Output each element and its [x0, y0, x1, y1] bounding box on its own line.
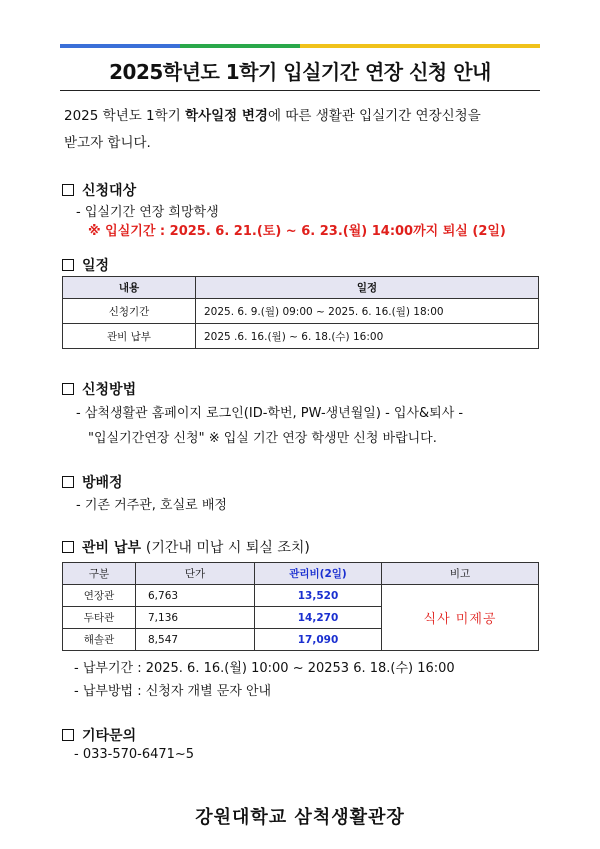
table-header-row — [63, 563, 539, 585]
section-etc-title: 기타문의 — [82, 728, 137, 744]
section-target-heading — [62, 180, 136, 200]
bar-blue — [60, 44, 180, 48]
section-target-title: 신청대상 — [82, 183, 137, 199]
etc-phone: - 033-570-6471~5 — [74, 747, 195, 762]
fee-how: - 납부방법 : 신청자 개별 문자 안내 — [74, 684, 272, 699]
table-header: 관리비(2일) — [255, 563, 382, 585]
section-room-title: 방배정 — [82, 475, 123, 491]
section-method-heading — [62, 379, 136, 399]
table-cell: 두타관 — [63, 607, 136, 629]
section-room-heading — [62, 472, 123, 492]
target-item: - 입실기간 연장 희망학생 — [76, 205, 219, 220]
page-title: 2025학년도 1학기 입실기간 연장 신청 안내 — [109, 60, 491, 84]
intro-paragraph — [64, 103, 544, 157]
table-cell: 13,520 — [255, 585, 382, 607]
section-fee-note: (기간내 미납 시 퇴실 조치) — [145, 540, 310, 556]
table-header: 일정 — [196, 277, 539, 299]
fee-note-cell: 식사 미제공 — [382, 585, 539, 651]
table-header: 비고 — [382, 563, 539, 585]
section-schedule-heading — [62, 255, 109, 275]
title-box — [60, 50, 540, 91]
table-row — [63, 324, 539, 349]
checkbox-square-icon — [62, 476, 74, 488]
table-cell: 8,547 — [136, 629, 255, 651]
section-etc-heading — [62, 725, 136, 745]
table-row — [63, 299, 539, 324]
table-header: 구분 — [63, 563, 136, 585]
target-note: ※ 입실기간 : 2025. 6. 21.(토) ~ 6. 23.(월) 14:00까지 퇴실 (2일) — [88, 224, 506, 239]
intro-text-3: 받고자 합니다. — [64, 135, 151, 151]
table-cell: 7,136 — [136, 607, 255, 629]
checkbox-square-icon — [62, 383, 74, 395]
table-row — [63, 585, 539, 607]
fee-table — [62, 562, 539, 651]
method-line-1: - 삼척생활관 홈페이지 로그인(ID-학번, PW-생년월일) - 입사&퇴사 - — [76, 406, 464, 421]
table-cell: 2025 .6. 16.(월) ~ 6. 18.(수) 16:00 — [196, 324, 539, 349]
table-header-row — [63, 277, 539, 299]
title-color-bar — [60, 44, 540, 48]
table-cell: 17,090 — [255, 629, 382, 651]
footer-signature: 강원대학교 삼척생활관장 — [195, 807, 405, 828]
table-cell: 관비 납부 — [63, 324, 196, 349]
fee-period: - 납부기간 : 2025. 6. 16.(월) 10:00 ~ 20253 6. 18.(수) 16:00 — [74, 661, 455, 676]
table-cell: 6,763 — [136, 585, 255, 607]
table-cell: 신청기간 — [63, 299, 196, 324]
checkbox-square-icon — [62, 729, 74, 741]
bar-yellow — [300, 44, 540, 48]
intro-bold: 학사일정 변경 — [185, 108, 268, 124]
section-method-title: 신청방법 — [82, 382, 137, 398]
table-cell: 연장관 — [63, 585, 136, 607]
bar-green — [180, 44, 300, 48]
table-cell: 2025. 6. 9.(월) 09:00 ~ 2025. 6. 16.(월) 18:00 — [196, 299, 539, 324]
room-item: - 기존 거주관, 호실로 배정 — [76, 498, 227, 513]
section-schedule-title: 일정 — [82, 258, 110, 274]
table-header: 내용 — [63, 277, 196, 299]
section-fee-title: 관비 납부 — [82, 540, 141, 556]
checkbox-square-icon — [62, 184, 74, 196]
checkbox-square-icon — [62, 259, 74, 271]
section-fee-heading — [62, 537, 310, 557]
schedule-table — [62, 276, 539, 349]
checkbox-square-icon — [62, 541, 74, 553]
table-cell: 14,270 — [255, 607, 382, 629]
table-header: 단가 — [136, 563, 255, 585]
method-line-2: "입실기간연장 신청" ※ 입실 기간 연장 학생만 신청 바랍니다. — [88, 431, 437, 446]
intro-text-1: 2025 학년도 1학기 — [64, 108, 186, 124]
intro-text-2: 에 따른 생활관 입실기간 연장신청을 — [267, 108, 481, 124]
table-cell: 해솔관 — [63, 629, 136, 651]
